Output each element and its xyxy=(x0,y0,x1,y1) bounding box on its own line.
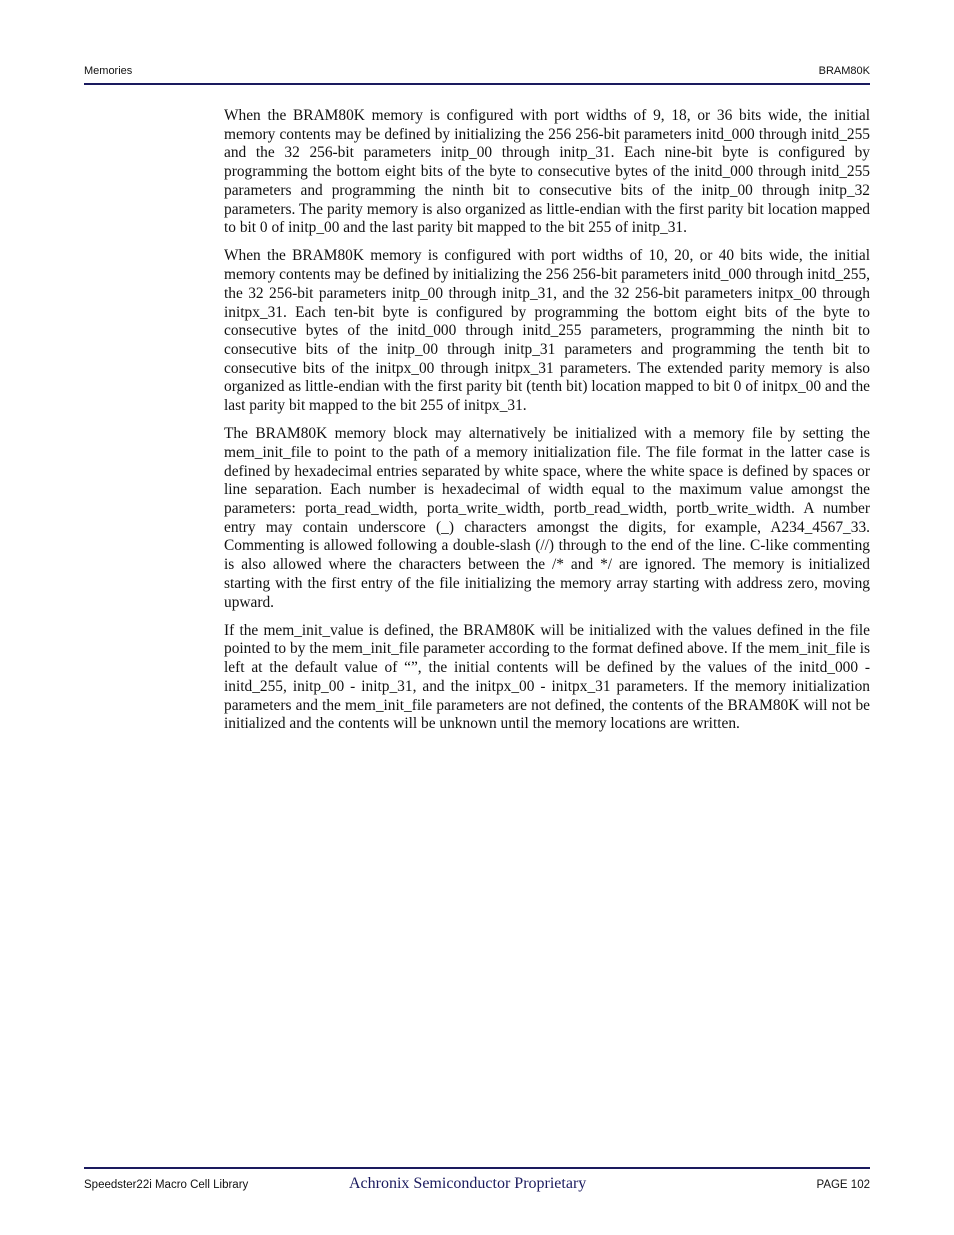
footer-page-number: PAGE 102 xyxy=(816,1179,870,1191)
page-footer xyxy=(84,1167,870,1199)
footer-document-title: Speedster22i Macro Cell Library xyxy=(84,1179,249,1191)
paragraph-mem-init-value: If the mem_init_value is defined, the BRAM80K will be initialized with the values defined in the file pointed to by the mem_init_file parameter according to the format defined above. If the mem_init_file is left at the default value of “”, the initial contents will be defined by the values of the initd_000 - initd_255, initp_00 - initp_31, and the initpx_00 - initpx_31 parameters. If the memory initialization parameters and the mem_init_file parameters are not defined, the contents of the BRAM80K will not be initialized and the contents will be unknown until the memory locations are written. xyxy=(224,621,870,733)
header-section-title: Memories xyxy=(84,65,133,77)
header-component-name: BRAM80K xyxy=(818,65,870,77)
footer-proprietary-notice: Achronix Semiconductor Proprietary xyxy=(349,1175,587,1192)
paragraph-memory-file-init: The BRAM80K memory block may alternatively be initialized with a memory file by setting the mem_init_file to point to the path of a memory initialization file. The file format in the latter case is defined by hexadecimal entries separated by white space, where the white space is defined by spaces or line separation. Each number is hexadecimal of width equal to the maximum value amongst the parameters: porta_read_width, porta_write_width, portb_read_width, portb_write_width. A number entry may contain underscore (_) characters amongst the digits, for example, A234_4567_33. Commenting is allowed following a double-slash (//) through to the end of the line. C-like commenting is also allowed where the characters between the /* and */ are ignored. The memory is initialized starting with the first entry of the file initializing the memory array starting with address zero, moving upward. xyxy=(224,425,870,611)
paragraph-9-18-36-bit-init: When the BRAM80K memory is configured with port widths of 9, 18, or 36 bits wide, the initial memory contents may be defined by initializing the 256 256-bit parameters initd_000 through initd_255 and the 32 256-bit parameters initp_00 through initp_31. Each nine-bit byte is configured by programming the bottom eight bits of the byte to consecutive bytes of the initd_000 through initd_255 parameters and programming the ninth bit to consecutive bits of the initp_00 through initp_32 parameters. The parity memory is also organized as little-endian with the first parity bit location mapped to bit 0 of initp_00 and the last parity bit mapped to the bit 255 of initp_31. xyxy=(224,107,870,237)
paragraph-10-20-40-bit-init: When the BRAM80K memory is configured with port widths of 10, 20, or 40 bits wide, the initial memory contents may be defined by initializing the 256 256-bit parameters initd_000 through initd_255, the 32 256-bit parameters initp_00 through initp_31, and the 32 256-bit parameters initpx_00 through initpx_31. Each ten-bit byte is configured by programming the bottom eight bits of the byte to consecutive bytes of the initd_000 through initd_255 parameters, programming the ninth bit to consecutive bits of the initp_00 through initp_31 parameters and programming the tenth bit to consecutive bits of the initpx_00 through initpx_31 parameters. The extended parity memory is also organized as little-endian with the first parity bit (tenth bit) location mapped to bit 0 of initpx_00 and the last parity bit mapped to the bit 255 of initpx_31. xyxy=(224,247,870,415)
page-header xyxy=(84,63,870,85)
body-text xyxy=(224,107,870,744)
